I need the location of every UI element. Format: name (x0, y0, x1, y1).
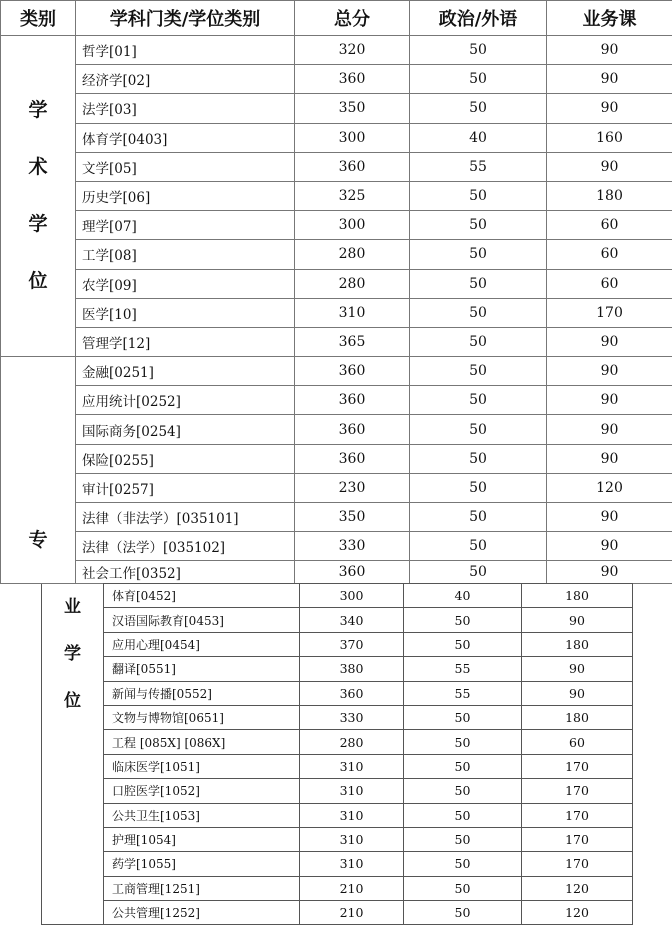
total-score-cell: 320 (295, 36, 410, 65)
total-score-cell: 300 (295, 123, 410, 152)
table-row (1, 415, 672, 444)
total-score-cell: 310 (300, 852, 404, 876)
score-table-bottom (41, 583, 633, 925)
total-score-cell: 300 (300, 584, 404, 608)
major-score-cell: 180 (547, 181, 672, 210)
table-row (1, 36, 672, 65)
table-row (42, 901, 633, 925)
total-score-cell: 360 (295, 561, 410, 584)
major-score-cell: 90 (547, 152, 672, 181)
total-score-cell: 350 (295, 503, 410, 532)
table-row (42, 754, 633, 778)
discipline-cell: 工学[08] (76, 240, 295, 269)
politics-foreign-score-cell: 50 (410, 357, 547, 386)
politics-foreign-score-cell: 55 (410, 152, 547, 181)
total-score-cell: 210 (300, 876, 404, 900)
header-politics-foreign: 政治/外语 (410, 1, 547, 36)
header-major: 业务课 (547, 1, 672, 36)
table-row (42, 705, 633, 729)
politics-foreign-score-cell: 40 (404, 584, 522, 608)
discipline-cell: 农学[09] (76, 269, 295, 298)
politics-foreign-score-cell: 50 (410, 444, 547, 473)
discipline-cell: 汉语国际教育[0453] (104, 608, 300, 632)
total-score-cell: 310 (300, 779, 404, 803)
politics-foreign-score-cell: 50 (404, 901, 522, 925)
politics-foreign-score-cell: 50 (410, 561, 547, 584)
major-score-cell: 170 (522, 827, 633, 851)
discipline-cell: 护理[1054] (104, 827, 300, 851)
major-score-cell: 170 (522, 754, 633, 778)
major-score-cell: 90 (547, 65, 672, 94)
discipline-cell: 医学[10] (76, 298, 295, 327)
total-score-cell: 310 (295, 298, 410, 327)
header-category: 类别 (1, 1, 76, 36)
discipline-cell: 哲学[01] (76, 36, 295, 65)
table-row (42, 779, 633, 803)
table-row (1, 152, 672, 181)
category-char: 术 (28, 156, 48, 179)
table-row (1, 444, 672, 473)
table-row (1, 269, 672, 298)
discipline-cell: 社会工作[0352] (76, 561, 295, 584)
header-discipline: 学科门类/学位类别 (76, 1, 295, 36)
discipline-cell: 工程 [085X] [086X] (104, 730, 300, 754)
major-score-cell: 90 (522, 657, 633, 681)
major-score-cell: 60 (547, 240, 672, 269)
politics-foreign-score-cell: 50 (404, 705, 522, 729)
total-score-cell: 360 (295, 415, 410, 444)
table-row (42, 803, 633, 827)
major-score-cell: 90 (547, 386, 672, 415)
major-score-cell: 170 (547, 298, 672, 327)
politics-foreign-score-cell: 50 (404, 779, 522, 803)
table-row (42, 584, 633, 608)
table-row (42, 681, 633, 705)
category-professional-degree: 专 (1, 357, 76, 584)
politics-foreign-score-cell: 50 (410, 503, 547, 532)
politics-foreign-score-cell: 50 (404, 852, 522, 876)
politics-foreign-score-cell: 50 (404, 876, 522, 900)
major-score-cell: 120 (547, 473, 672, 502)
table-row (1, 327, 672, 356)
table-row (1, 123, 672, 152)
major-score-cell: 170 (522, 779, 633, 803)
politics-foreign-score-cell: 50 (404, 754, 522, 778)
table-row (42, 657, 633, 681)
discipline-cell: 公共卫生[1053] (104, 803, 300, 827)
total-score-cell: 380 (300, 657, 404, 681)
major-score-cell: 90 (547, 94, 672, 123)
table-row (1, 65, 672, 94)
major-score-cell: 170 (522, 803, 633, 827)
discipline-cell: 金融[0251] (76, 357, 295, 386)
politics-foreign-score-cell: 55 (404, 657, 522, 681)
discipline-cell: 药学[1055] (104, 852, 300, 876)
discipline-cell: 公共管理[1252] (104, 901, 300, 925)
politics-foreign-score-cell: 50 (410, 298, 547, 327)
total-score-cell: 360 (300, 681, 404, 705)
table-row (1, 181, 672, 210)
table-row (1, 532, 672, 561)
major-score-cell: 90 (547, 532, 672, 561)
discipline-cell: 法律（非法学）[035101] (76, 503, 295, 532)
politics-foreign-score-cell: 50 (410, 473, 547, 502)
discipline-cell: 审计[0257] (76, 473, 295, 502)
table-row (1, 386, 672, 415)
politics-foreign-score-cell: 55 (404, 681, 522, 705)
discipline-cell: 口腔医学[1052] (104, 779, 300, 803)
major-score-cell: 60 (547, 269, 672, 298)
category-academic-degree (1, 36, 76, 357)
total-score-cell: 280 (300, 730, 404, 754)
total-score-cell: 360 (295, 386, 410, 415)
discipline-cell: 理学[07] (76, 211, 295, 240)
discipline-cell: 法律（法学）[035102] (76, 532, 295, 561)
discipline-cell: 新闻与传播[0552] (104, 681, 300, 705)
politics-foreign-score-cell: 50 (410, 532, 547, 561)
category-char: 学 (64, 643, 81, 664)
discipline-cell: 体育[0452] (104, 584, 300, 608)
politics-foreign-score-cell: 50 (410, 65, 547, 94)
politics-foreign-score-cell: 50 (404, 730, 522, 754)
discipline-cell: 体育学[0403] (76, 123, 295, 152)
total-score-cell: 350 (295, 94, 410, 123)
header-total: 总分 (295, 1, 410, 36)
major-score-cell: 90 (547, 561, 672, 584)
total-score-cell: 310 (300, 754, 404, 778)
total-score-cell: 310 (300, 803, 404, 827)
politics-foreign-score-cell: 50 (410, 181, 547, 210)
total-score-cell: 340 (300, 608, 404, 632)
table-row (1, 357, 672, 386)
table-row (1, 211, 672, 240)
politics-foreign-score-cell: 40 (410, 123, 547, 152)
discipline-cell: 管理学[12] (76, 327, 295, 356)
category-char: 业 (64, 596, 81, 617)
discipline-cell: 应用心理[0454] (104, 632, 300, 656)
discipline-cell: 法学[03] (76, 94, 295, 123)
discipline-cell: 保险[0255] (76, 444, 295, 473)
discipline-cell: 翻译[0551] (104, 657, 300, 681)
major-score-cell: 180 (522, 584, 633, 608)
total-score-cell: 365 (295, 327, 410, 356)
total-score-cell: 210 (300, 901, 404, 925)
discipline-cell: 应用统计[0252] (76, 386, 295, 415)
category-char: 学 (28, 99, 48, 122)
total-score-cell: 330 (300, 705, 404, 729)
politics-foreign-score-cell: 50 (410, 94, 547, 123)
total-score-cell: 360 (295, 444, 410, 473)
table-row (1, 94, 672, 123)
major-score-cell: 90 (547, 503, 672, 532)
category-professional-degree-continued (42, 584, 104, 925)
major-score-cell: 90 (522, 608, 633, 632)
category-char: 学 (28, 213, 48, 236)
total-score-cell: 330 (295, 532, 410, 561)
politics-foreign-score-cell: 50 (410, 269, 547, 298)
major-score-cell: 60 (522, 730, 633, 754)
politics-foreign-score-cell: 50 (404, 632, 522, 656)
header-row (1, 1, 672, 36)
major-score-cell: 90 (547, 327, 672, 356)
major-score-cell: 60 (547, 211, 672, 240)
table-row (42, 852, 633, 876)
category-char: 位 (64, 690, 81, 711)
major-score-cell: 160 (547, 123, 672, 152)
major-score-cell: 90 (547, 36, 672, 65)
politics-foreign-score-cell: 50 (410, 327, 547, 356)
discipline-cell: 临床医学[1051] (104, 754, 300, 778)
table-row (42, 608, 633, 632)
politics-foreign-score-cell: 50 (410, 415, 547, 444)
discipline-cell: 经济学[02] (76, 65, 295, 94)
discipline-cell: 文学[05] (76, 152, 295, 181)
major-score-cell: 90 (522, 681, 633, 705)
total-score-cell: 300 (295, 211, 410, 240)
total-score-cell: 360 (295, 152, 410, 181)
major-score-cell: 180 (522, 632, 633, 656)
table-row (42, 632, 633, 656)
table-row (1, 298, 672, 327)
total-score-cell: 280 (295, 240, 410, 269)
major-score-cell: 120 (522, 901, 633, 925)
major-score-cell: 120 (522, 876, 633, 900)
major-score-cell: 90 (547, 415, 672, 444)
table-row (42, 827, 633, 851)
table-row (1, 503, 672, 532)
category-char: 位 (28, 270, 48, 293)
total-score-cell: 325 (295, 181, 410, 210)
table-row (42, 730, 633, 754)
table-row (1, 473, 672, 502)
total-score-cell: 280 (295, 269, 410, 298)
politics-foreign-score-cell: 50 (404, 827, 522, 851)
politics-foreign-score-cell: 50 (410, 211, 547, 240)
total-score-cell: 360 (295, 357, 410, 386)
major-score-cell: 170 (522, 852, 633, 876)
discipline-cell: 文物与博物馆[0651] (104, 705, 300, 729)
discipline-cell: 历史学[06] (76, 181, 295, 210)
total-score-cell: 310 (300, 827, 404, 851)
politics-foreign-score-cell: 50 (410, 36, 547, 65)
total-score-cell: 370 (300, 632, 404, 656)
table-row (1, 561, 672, 584)
politics-foreign-score-cell: 50 (404, 803, 522, 827)
total-score-cell: 230 (295, 473, 410, 502)
discipline-cell: 国际商务[0254] (76, 415, 295, 444)
discipline-cell: 工商管理[1251] (104, 876, 300, 900)
major-score-cell: 180 (522, 705, 633, 729)
major-score-cell: 90 (547, 357, 672, 386)
politics-foreign-score-cell: 50 (410, 386, 547, 415)
politics-foreign-score-cell: 50 (410, 240, 547, 269)
table-row (42, 876, 633, 900)
major-score-cell: 90 (547, 444, 672, 473)
total-score-cell: 360 (295, 65, 410, 94)
table-row (1, 240, 672, 269)
politics-foreign-score-cell: 50 (404, 608, 522, 632)
